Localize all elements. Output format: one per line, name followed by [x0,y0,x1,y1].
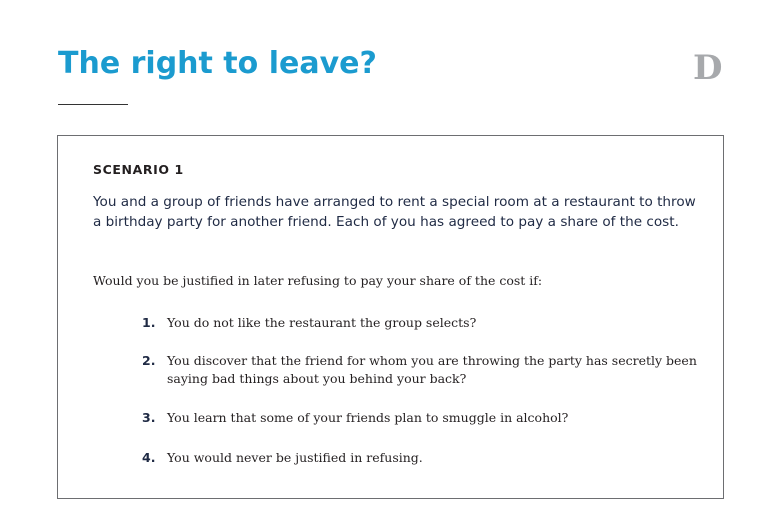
title-underline [58,104,128,105]
option-item-1 [142,314,727,332]
scenario-box [57,135,724,499]
option-number: 3. [142,410,156,425]
option-number: 2. [142,353,156,368]
option-text: You would never be justified in refusing. [167,450,423,465]
page-title: The right to leave? [58,46,377,81]
option-item-2 [142,352,727,388]
section-letter: D [693,48,723,88]
option-text: You do not like the restaurant the group selects? [167,315,477,330]
option-text: You discover that the friend for whom you are throwing the party has secretly been saying bad things about you behind your back? [167,353,697,386]
option-item-4 [142,449,727,467]
scenario-label: SCENARIO 1 [93,162,184,177]
option-text: You learn that some of your friends plan to smuggle in alcohol? [167,410,569,425]
option-item-3 [142,409,727,427]
option-number: 4. [142,450,156,465]
scenario-question: Would you be justified in later refusing to pay your share of the cost if: [93,273,543,288]
scenario-intro: You and a group of friends have arranged to rent a special room at a restaurant to throw a birthday party for another friend. Each of you has agreed to pay a share of the cost. [93,194,696,230]
option-number: 1. [142,315,156,330]
